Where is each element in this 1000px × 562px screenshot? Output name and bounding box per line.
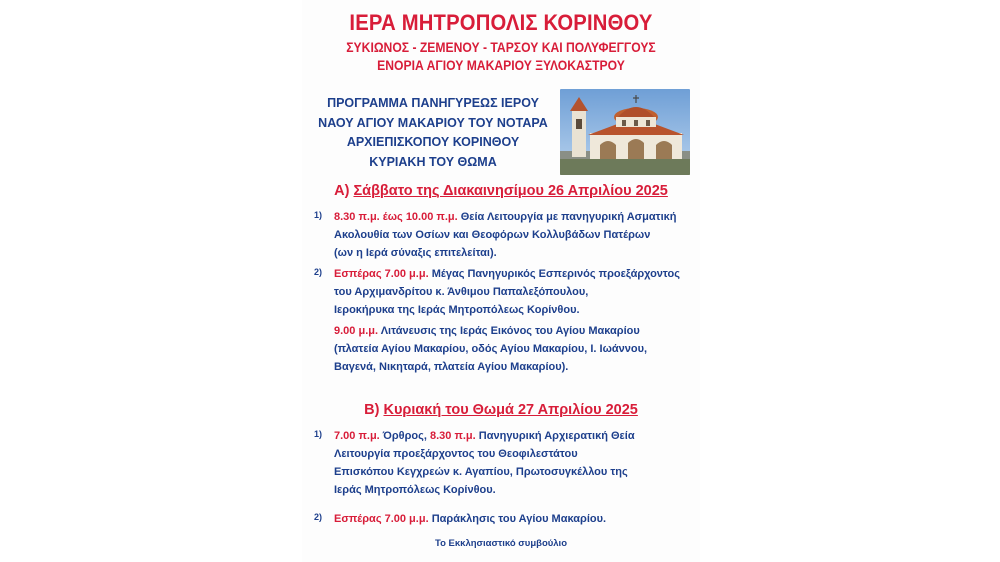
church-image [560,89,690,175]
item-number: 1) [314,429,323,439]
item-text: Όρθρος, [379,430,430,442]
schedule-item-a1 [334,208,694,262]
parish-name: ΕΝΟΡΙΑ ΑΓΙΟΥ ΜΑΚΑΡΙΟΥ ΞΥΛΟΚΑΣΤΡΟΥ [377,58,625,73]
section-b-letter: Β) [364,402,380,418]
item-text: Μέγας Πανηγυρικός Εσπερινός προεξάρχοντος [428,268,680,280]
program-line: ΠΡΟΓΡΑΜΜΑ ΠΑΝΗΓΥΡΕΩΣ ΙΕΡΟΥ [327,96,539,110]
footer-signature: Το Εκκλησιαστικό συμβούλιο [434,538,568,549]
item-number: 1) [314,210,323,220]
item-number: 2) [314,512,323,522]
schedule-item-a3 [334,322,694,376]
item-text: (ων η Ιερά σύναξις επιτελείται). [334,247,497,259]
schedule-item-a2 [334,265,694,319]
church-photo-icon [560,89,690,175]
item-time: 8.30 π.μ. [429,430,476,442]
program-heading [310,94,556,172]
item-text: του Αρχιμανδρίτου κ. Άνθιμου Παπαλεξόπουλου, [334,286,589,298]
metropolis-subtitle: ΣΥΚΙΩΝΟΣ - ΖΕΜΕΝΟΥ - ΤΑΡΣΟΥ ΚΑΙ ΠΟΛΥΦΕΓΓΟΥΣ [346,40,656,55]
section-a-title [302,183,700,199]
section-b-title [302,402,700,418]
item-time: Εσπέρας 7.00 μ.μ. [334,513,429,525]
item-text: Θεία Λειτουργία με πανηγυρική Ασματική [457,211,677,223]
program-line: ΑΡΧΙΕΠΙΣΚΟΠΟΥ ΚΟΡΙΝΘΟΥ [346,135,520,149]
schedule-item-b1 [334,427,694,499]
item-text: Ιεροκήρυκα της Ιεράς Μητροπόλεως Κορίνθου. [334,304,580,316]
item-time: 8.30 π.μ. έως 10.00 π.μ. [334,211,458,223]
item-text: Λειτουργία προεξάρχοντος του Θεοφιλεστάτου [334,448,578,460]
schedule-item-b2 [334,510,694,528]
item-number: 2) [314,267,323,277]
item-text: Πανηγυρική Αρχιερατική Θεία [475,430,635,442]
item-time: 7.00 π.μ. [334,430,380,442]
item-text: Βαγενά, Νικηταρά, πλατεία Αγίου Μακαρίου). [334,361,569,373]
item-text: (πλατεία Αγίου Μακαρίου, οδός Αγίου Μακαρίου, Ι. Ιωάννου, [334,343,648,355]
section-a-date: Σάββατο της Διακαινησίμου 26 Απριλίου 2025 [353,183,668,199]
item-time: Εσπέρας 7.00 μ.μ. [334,268,429,280]
page-title: ΙΕΡΑ ΜΗΤΡΟΠΟΛΙΣ ΚΟΡΙΝΘΟΥ [349,10,653,35]
program-line: ΝΑΟΥ ΑΓΙΟΥ ΜΑΚΑΡΙΟΥ ΤΟΥ ΝΟΤΑΡΑ [318,115,548,130]
item-text: Επισκόπου Κεγχρεών κ. Αγαπίου, Πρωτοσυγκέλλου της [334,466,628,478]
item-text: Ιεράς Μητροπόλεως Κορίνθου. [334,484,496,496]
item-time: 9.00 μ.μ. [334,325,379,337]
item-text: Ακολουθία των Οσίων και Θεοφόρων Κολλυβάδων Πατέρων [334,229,651,241]
program-line: ΚΥΡΙΑΚΗ ΤΟΥ ΘΩΜΑ [369,154,497,169]
section-a-letter: Α) [334,183,350,199]
item-text: Λιτάνευσις της Ιεράς Εικόνος του Αγίου Μακαρίου [378,325,640,337]
announcement-sheet [302,0,700,562]
section-b-date: Κυριακή του Θωμά 27 Απριλίου 2025 [383,402,638,418]
item-text: Παράκλησις του Αγίου Μακαρίου. [428,513,607,525]
